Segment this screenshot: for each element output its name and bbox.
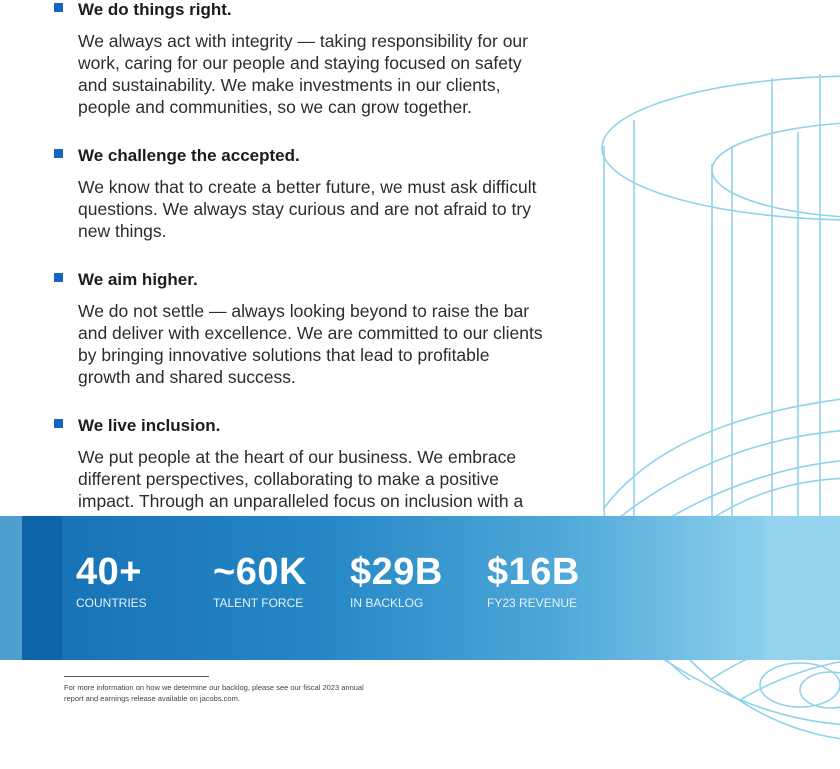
value-item — [54, 146, 544, 242]
value-body: We always act with integrity — taking responsibility for our work, caring for our people and staying focused on safety and sustainability. We make investments in our clients, people and communities, so we can grow together. — [78, 31, 528, 117]
stats-band-right-panel — [764, 516, 840, 660]
stat-backlog — [350, 552, 443, 610]
square-bullet-icon — [54, 419, 63, 428]
stat-revenue — [487, 552, 580, 610]
stat-label: COUNTRIES — [76, 596, 147, 610]
values-list — [54, 0, 544, 584]
stat-value: 40+ — [76, 551, 142, 593]
stat-countries — [76, 552, 147, 610]
value-item — [54, 270, 544, 388]
value-title: We live inclusion. — [78, 416, 221, 435]
square-bullet-icon — [54, 273, 63, 282]
stat-value: ~60K — [213, 551, 307, 593]
value-title: We challenge the accepted. — [78, 146, 300, 165]
value-body: We put people at the heart of our business. We embrace different perspectives, collaborating to make a positive impact. Through an unparalleled focus on inclusion with a — [78, 447, 524, 511]
value-title: We do things right. — [78, 0, 232, 19]
square-bullet-icon — [54, 149, 63, 158]
footnote-divider — [64, 676, 209, 677]
stat-label: IN BACKLOG — [350, 596, 424, 610]
stat-value: $16B — [487, 551, 580, 593]
stat-talent-force — [213, 552, 307, 610]
stat-label: TALENT FORCE — [213, 596, 304, 610]
value-body: We do not settle — always looking beyond to raise the bar and deliver with excellence. We are committed to our clients by bringing innovative solutions that lead to profitable growth and shared success. — [78, 301, 543, 387]
value-title: We aim higher. — [78, 270, 198, 289]
value-body: We know that to create a better future, we must ask difficult questions. We always stay curious and are not afraid to try new things. — [78, 177, 537, 241]
square-bullet-icon — [54, 3, 63, 12]
stat-label: FY23 REVENUE — [487, 596, 578, 610]
footnote: For more information on how we determine our backlog, please see our fiscal 2023 annual report and earnings release available on jacobs.com. — [64, 683, 364, 703]
stat-value: $29B — [350, 551, 443, 593]
stats-band-accent — [22, 516, 62, 660]
stats-band-left-edge — [0, 516, 22, 660]
value-item — [54, 0, 544, 118]
